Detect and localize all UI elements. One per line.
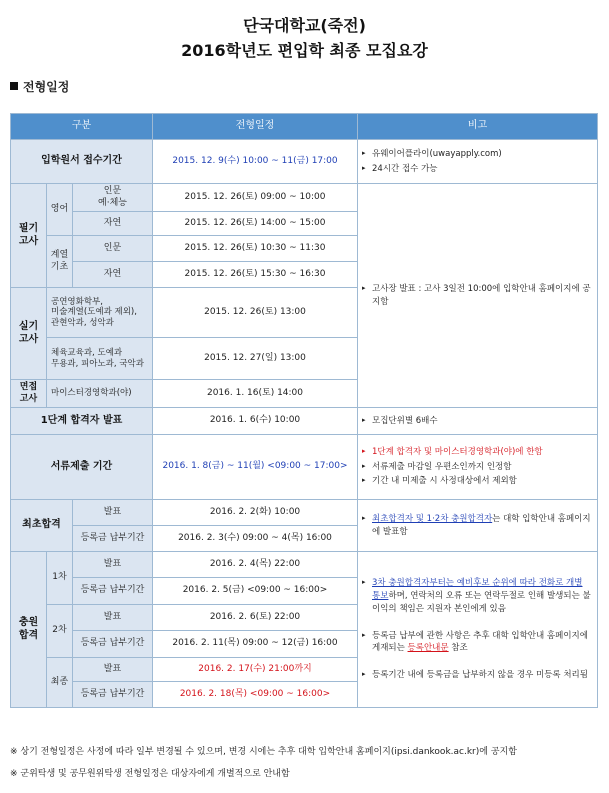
triangle-bullet-icon: ▸ [362, 283, 366, 292]
group-label: 최종 [47, 658, 73, 708]
schedule-date: 2016. 1. 6(수) 10:00 [153, 408, 358, 435]
list-item: ▸ 기간 내 미제출 시 사정대상에서 제외함 [362, 476, 517, 487]
triangle-bullet-icon: ▸ [362, 163, 366, 172]
table-row [11, 408, 598, 435]
document-title: 단국대학교(죽전) [243, 16, 366, 35]
triangle-bullet-icon: ▸ [362, 461, 366, 470]
remarks-cell [358, 140, 598, 184]
triangle-bullet-icon: ▸ [362, 578, 366, 587]
sub-label: 발표 [73, 605, 153, 631]
section-heading [10, 78, 69, 95]
row-label: 면접 고사 [11, 380, 47, 408]
sub-label: 자연 [73, 262, 153, 288]
remarks-cell [358, 435, 598, 500]
schedule-date: 2016. 1. 16(토) 14:00 [153, 380, 358, 408]
schedule-table [10, 113, 598, 708]
row-label: 입학원서 접수기간 [11, 140, 153, 184]
schedule-date: 2015. 12. 26(토) 09:00 ~ 10:00 [153, 184, 358, 212]
schedule-date: 2016. 2. 11(목) 09:00 ~ 12(금) 16:00 [153, 631, 358, 658]
header-schedule: 전형일정 [153, 114, 358, 140]
group-label: 1차 [47, 552, 73, 605]
schedule-date: 2015. 12. 26(토) 14:00 ~ 15:00 [153, 212, 358, 236]
remarks-cell [358, 500, 598, 552]
document-subtitle: 2016학년도 편입학 최종 모집요강 [181, 41, 428, 60]
table-row [11, 500, 598, 526]
sub-label: 등록금 납부기간 [73, 578, 153, 605]
group-label: 2차 [47, 605, 73, 658]
list-item: ▸ 3차 충원합격자부터는 예비후보 순위에 따라 전화로 개별 통보하며, 연락처의 오류 또는 연락두절로 인해 발생되는 불이익의 책임은 지원자 본인에게 있음 [362, 578, 591, 614]
row-label: 1단계 합격자 발표 [11, 408, 153, 435]
schedule-date: 2015. 12. 27(일) 13:00 [153, 338, 358, 380]
schedule-date: 2016. 2. 2(화) 10:00 [153, 500, 358, 526]
schedule-date: 2016. 2. 5(금) <09:00 ~ 16:00> [153, 578, 358, 605]
schedule-date: 2016. 2. 17(수) 21:00까지 [153, 658, 358, 682]
triangle-bullet-icon: ▸ [362, 670, 366, 678]
sub-label: 인문 [73, 236, 153, 262]
list-item: ▸ 최초합격자 및 1·2차 충원합격자는 대학 입학안내 홈페이지에 발표함 [362, 513, 591, 537]
row-label: 실기 고사 [11, 288, 47, 380]
sub-label: 발표 [73, 552, 153, 578]
remarks-cell [358, 552, 598, 708]
square-bullet-icon [10, 82, 18, 90]
footnote: ※ 군위탁생 및 공무원위탁생 전형일정은 대상자에게 개별적으로 안내함 [10, 769, 290, 779]
triangle-bullet-icon: ▸ [362, 476, 366, 485]
schedule-date: 2015. 12. 26(토) 15:30 ~ 16:30 [153, 262, 358, 288]
list-item: ▸ 유웨이어플라이(uwayapply.com) [362, 148, 502, 159]
list-item: ▸ 24시간 접수 가능 [362, 163, 438, 174]
sub-label: 발표 [73, 658, 153, 682]
sub-label: 등록금 납부기간 [73, 682, 153, 708]
schedule-date: 2016. 1. 8(금) ~ 11(월) <09:00 ~ 17:00> [153, 435, 358, 500]
triangle-bullet-icon: ▸ [362, 415, 366, 424]
list-item: ▸ 1단계 합격자 및 마이스터경영학과(야)에 한함 [362, 446, 543, 457]
sub-label: 등록금 납부기간 [73, 631, 153, 658]
row-label: 충원 합격 [11, 552, 47, 708]
list-item: ▸ 모집단위별 6배수 [362, 415, 438, 426]
triangle-bullet-icon: ▸ [362, 446, 366, 455]
schedule-date: 2015. 12. 9(수) 10:00 ~ 11(금) 17:00 [153, 140, 358, 184]
table-header-row [11, 114, 598, 140]
schedule-date: 2016. 2. 3(수) 09:00 ~ 4(목) 16:00 [153, 526, 358, 552]
sub-label: 체육교육과, 도예과 무용과, 피아노과, 국악과 [47, 338, 153, 380]
sub-label: 등록금 납부기간 [73, 526, 153, 552]
row-label: 최초합격 [11, 500, 73, 552]
row-label: 서류제출 기간 [11, 435, 153, 500]
remarks-cell [358, 408, 598, 435]
remarks-cell [358, 184, 598, 408]
list-item: ▸ 등록금 납부에 관한 사항은 추후 대학 입학안내 홈페이지에 게재되는 등록안내문 참조 [362, 630, 588, 654]
schedule-date: 2016. 2. 18(목) <09:00 ~ 16:00> [153, 682, 358, 708]
section-heading-text: 전형일정 [23, 80, 70, 94]
triangle-bullet-icon: ▸ [362, 630, 366, 639]
group-label: 영어 [47, 184, 73, 236]
header-category: 구분 [11, 114, 153, 140]
sub-label: 발표 [73, 500, 153, 526]
triangle-bullet-icon: ▸ [362, 513, 366, 522]
table-row [11, 184, 598, 212]
table-row [11, 552, 598, 578]
schedule-date: 2016. 2. 4(목) 22:00 [153, 552, 358, 578]
list-item: ▸ 서류제출 마감일 우편소인까지 인정함 [362, 461, 512, 472]
sub-label: 인문 예·체능 [73, 184, 153, 212]
sub-label: 마이스터경영학과(야) [47, 380, 153, 408]
header-remarks: 비고 [358, 114, 598, 140]
list-item: ▸ 등록기간 내에 등록금을 납부하지 않을 경우 미등록 처리됨 [362, 670, 588, 680]
group-label: 계열 기초 [47, 236, 73, 288]
row-label: 필기 고사 [11, 184, 47, 288]
list-item: ▸ 고사장 발표 : 고사 3일전 10:00에 입학안내 홈페이지에 공지함 [362, 283, 591, 307]
footnote: ※ 상기 전형일정은 사정에 따라 일부 변경될 수 있으며, 변경 시에는 추후 대학 입학안내 홈페이지(ipsi.dankook.ac.kr)에 공지함 [10, 747, 517, 757]
sub-label: 공연영화학부, 미술계열(도예과 제외), 관현악과, 성악과 [47, 288, 153, 338]
triangle-bullet-icon: ▸ [362, 148, 366, 157]
schedule-date: 2015. 12. 26(토) 10:30 ~ 11:30 [153, 236, 358, 262]
sub-label: 자연 [73, 212, 153, 236]
schedule-date: 2015. 12. 26(토) 13:00 [153, 288, 358, 338]
schedule-date: 2016. 2. 6(토) 22:00 [153, 605, 358, 631]
table-row [11, 435, 598, 500]
table-row [11, 140, 598, 184]
